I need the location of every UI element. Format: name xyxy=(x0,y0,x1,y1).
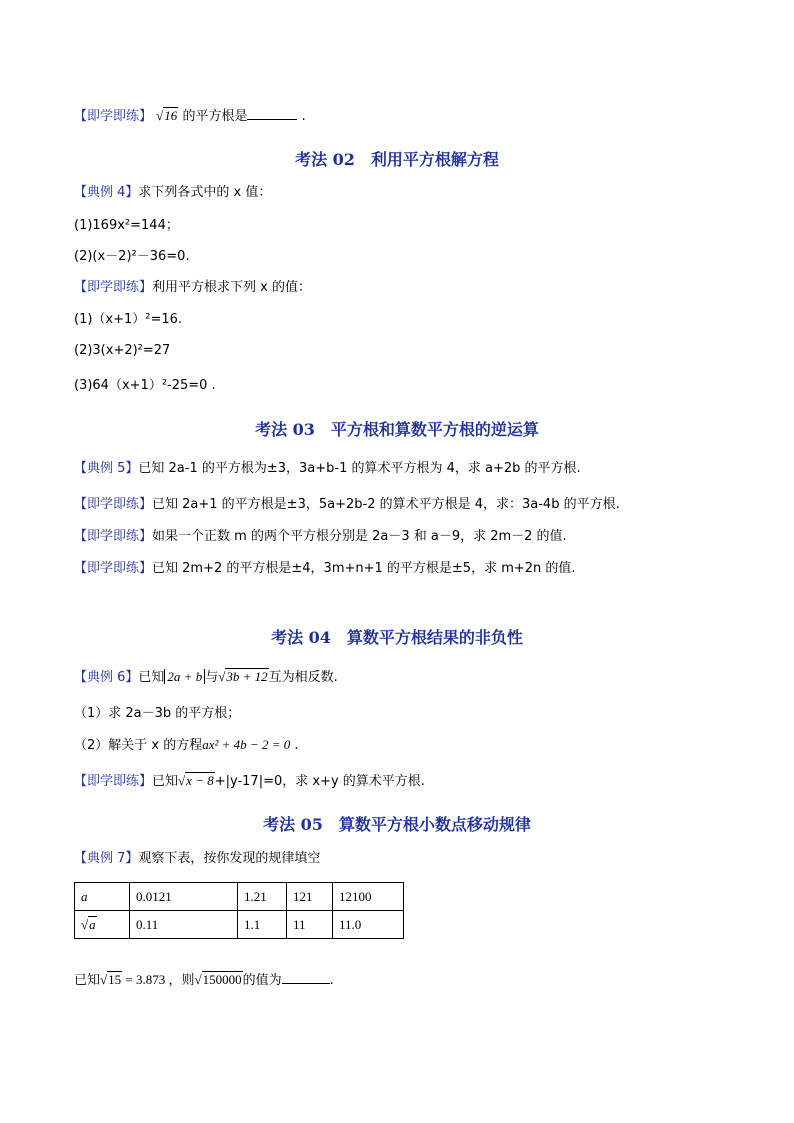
practice-tag: 【即学即练】 xyxy=(74,280,153,295)
practice-tag: 【即学即练】 xyxy=(74,109,153,124)
table-cell: a xyxy=(75,883,130,911)
practice-5 xyxy=(74,560,576,578)
practice-3 xyxy=(74,496,620,514)
example-tag: 【典例 4】 xyxy=(74,185,139,200)
practice-text: 已知 xyxy=(152,774,179,789)
example-4-q1: (1)169x²=144； xyxy=(74,218,179,233)
table-row xyxy=(75,911,404,939)
practice-text: 利用平方根求下列 x 的值： xyxy=(152,280,311,295)
question-text: 的值为 xyxy=(242,973,282,988)
table-cell: 1.21 xyxy=(238,883,287,911)
table-cell: 11 xyxy=(287,911,333,939)
practice-tag: 【即学即练】 xyxy=(74,774,153,789)
table-cell: 12100 xyxy=(333,883,404,911)
practice-2-q3: (3)64（x+1）²-25=0 . xyxy=(74,378,216,393)
question-text: 已知 xyxy=(74,973,101,988)
practice-text: 已知 2a+1 的平方根是±3，5a+2b-2 的算术平方根是 4，求：3a-4b 的平方根. xyxy=(152,497,620,512)
section-heading-03: 考法 03 平方根和算数平方根的逆运算 xyxy=(255,420,539,439)
practice-text: 如果一个正数 m 的两个平方根分别是 2a－3 和 a－9，求 2m－2 的值. xyxy=(152,529,567,544)
absolute-value-expression: 2a + b xyxy=(164,669,205,684)
practice-2-q1: (1)（x+1）²=16. xyxy=(74,312,183,327)
example-7 xyxy=(74,850,320,868)
example-tag: 【典例 7】 xyxy=(74,851,139,866)
practice-4 xyxy=(74,528,567,546)
question-text: （2）解关于 x 的方程 xyxy=(74,738,203,753)
example-text: 求下列各式中的 x 值： xyxy=(138,185,272,200)
table-cell xyxy=(75,911,130,939)
example-5 xyxy=(74,460,581,478)
example-text: 与 xyxy=(205,670,219,685)
table-cell: 11.0 xyxy=(333,911,404,939)
table-cell: 0.0121 xyxy=(130,883,238,911)
example-6-q1: （1）求 2a－3b 的平方根； xyxy=(74,706,241,721)
sqrt-expression: √15 xyxy=(100,972,122,987)
period: . xyxy=(329,973,334,988)
practice-6 xyxy=(74,772,425,791)
section-heading-05: 考法 05 算数平方根小数点移动规律 xyxy=(263,815,531,834)
practice-text: 的平方根是 xyxy=(182,109,248,124)
table-row xyxy=(75,883,404,911)
section-heading-02: 考法 02 利用平方根解方程 xyxy=(295,150,499,169)
sqrt-expression: √150000 xyxy=(194,972,242,987)
equation-text: = 3.873 ，则 xyxy=(122,972,195,987)
table-cell: 121 xyxy=(287,883,333,911)
equation: ax² + 4b − 2 = 0 xyxy=(202,737,291,752)
answer-blank[interactable] xyxy=(247,119,297,120)
period: . xyxy=(290,738,299,753)
table-cell: 1.1 xyxy=(238,911,287,939)
sqrt-expression: √a xyxy=(81,916,96,932)
final-question xyxy=(74,971,334,990)
table-cell: 0.11 xyxy=(130,911,238,939)
example-6-q2 xyxy=(74,736,299,755)
example-text: 已知 xyxy=(138,670,165,685)
practice-tag: 【即学即练】 xyxy=(74,529,153,544)
observation-table xyxy=(74,882,404,939)
period: . xyxy=(301,109,306,124)
example-4-q2: (2)(x－2)²－36=0. xyxy=(74,249,190,264)
practice-tag: 【即学即练】 xyxy=(74,497,153,512)
practice-1 xyxy=(74,107,306,126)
practice-tag: 【即学即练】 xyxy=(74,561,153,576)
practice-text: +|y-17|=0，求 x+y 的算术平方根. xyxy=(214,774,425,789)
answer-blank[interactable] xyxy=(282,983,330,984)
example-4 xyxy=(74,184,271,202)
practice-2 xyxy=(74,279,311,297)
example-tag: 【典例 6】 xyxy=(74,670,139,685)
example-6 xyxy=(74,668,338,687)
example-text: 观察下表，按你发现的规律填空 xyxy=(138,851,321,866)
section-heading-04: 考法 04 算数平方根结果的非负性 xyxy=(271,628,523,647)
example-text: 已知 2a-1 的平方根为±3，3a+b-1 的算术平方根为 4，求 a+2b 的平方根. xyxy=(138,461,581,476)
sqrt-expression: √3b + 12 xyxy=(218,669,268,684)
example-text: 互为相反数. xyxy=(268,670,338,685)
practice-2-q2: (2)3(x+2)²=27 xyxy=(74,343,171,358)
practice-text: 已知 2m+2 的平方根是±4，3m+n+1 的平方根是±5，求 m+2n 的值. xyxy=(152,561,576,576)
sqrt-expression: √x − 8 xyxy=(178,773,214,788)
example-tag: 【典例 5】 xyxy=(74,461,139,476)
sqrt-expression: √16 xyxy=(156,108,178,123)
